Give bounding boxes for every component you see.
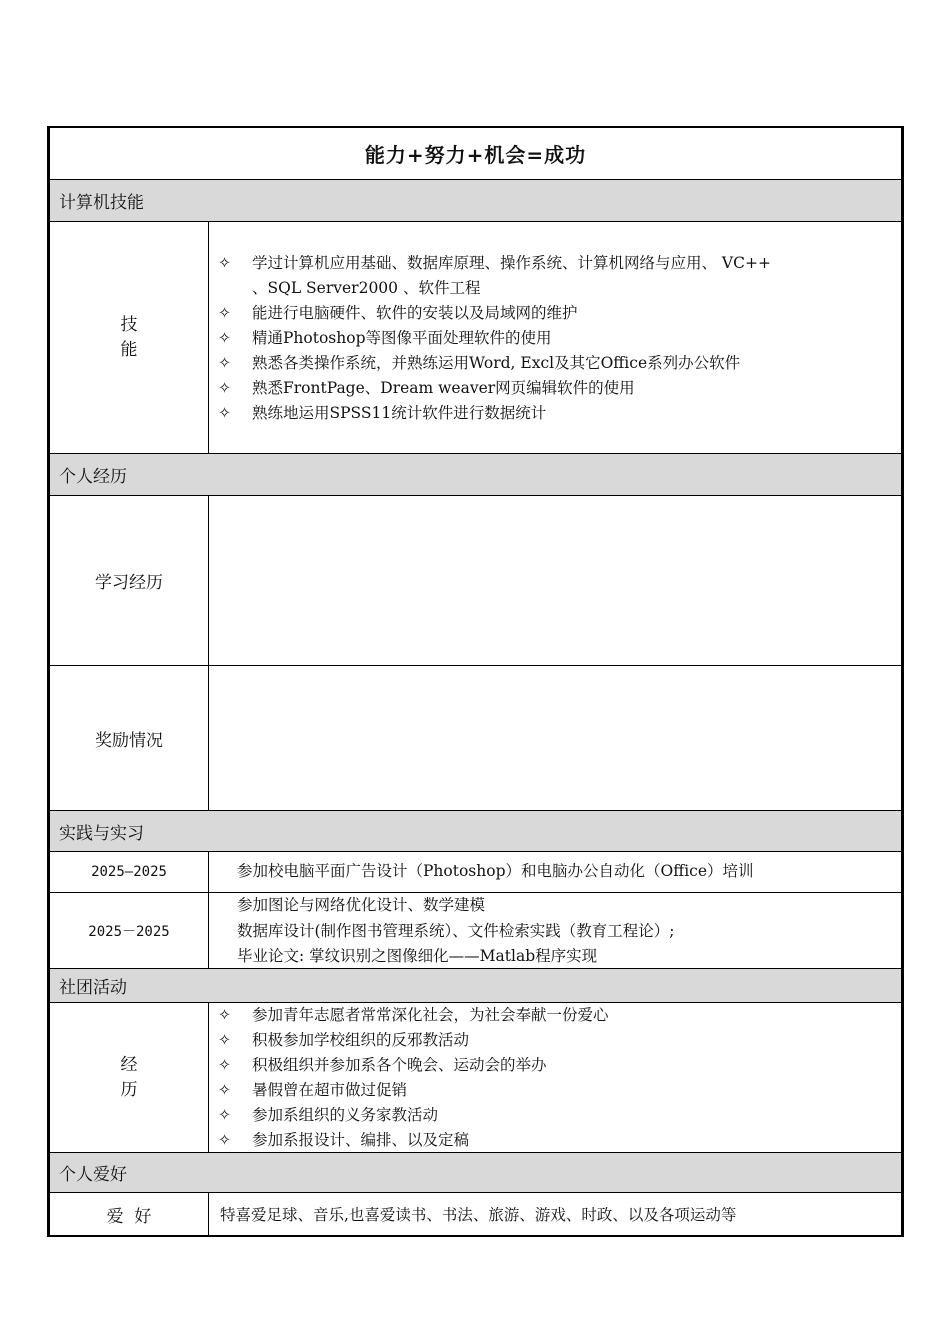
section-clubs bbox=[50, 969, 901, 1003]
list-item: ✧ 暑假曾在超市做过促销 bbox=[210, 1078, 901, 1103]
list-item: ✧ 熟悉FrontPage、Dream weaver网页编辑软件的使用 bbox=[210, 376, 901, 401]
diamond-star-icon: ✧ bbox=[218, 1131, 231, 1149]
diamond-star-icon: ✧ bbox=[218, 329, 231, 347]
list-item: ✧ 学过计算机应用基础、数据库原理、操作系统、计算机网络与应用、 VC++ bbox=[210, 251, 901, 276]
list-item: ✧ 积极参加学校组织的反邪教活动 bbox=[210, 1028, 901, 1053]
awards-content bbox=[210, 666, 901, 810]
diamond-star-icon: ✧ bbox=[218, 1081, 231, 1099]
practice-row bbox=[50, 893, 901, 969]
clubs-label bbox=[50, 1003, 209, 1152]
section-heading: 个人经历 bbox=[59, 467, 127, 487]
practice-period: 2025－2025 bbox=[50, 893, 209, 968]
clubs-content bbox=[210, 1003, 901, 1152]
awards-row bbox=[50, 666, 901, 811]
list-item-continuation: 、SQL Server2000 、软件工程 bbox=[252, 279, 481, 297]
diamond-star-icon: ✧ bbox=[218, 1056, 231, 1074]
section-heading: 实践与实习 bbox=[59, 823, 144, 844]
skills-row bbox=[50, 222, 901, 454]
practice-details: 参加图论与网络优化设计、数学建模 数据库设计(制作图书管理系统）、文件检索实践（教育工程论）; 毕业论文: 掌纹识别之图像细化——Matlab程序实现 bbox=[237, 896, 675, 965]
list-item: ✧ 参加青年志愿者常常深化社会，为社会奉献一份爱心 bbox=[210, 1003, 901, 1028]
skills-label bbox=[50, 222, 209, 453]
diamond-star-icon: ✧ bbox=[218, 404, 231, 422]
clubs-row bbox=[50, 1003, 901, 1153]
practice-details: 参加校电脑平面广告设计（Photoshop）和电脑办公自动化（Office）培训 bbox=[237, 862, 754, 881]
study-content bbox=[210, 496, 901, 665]
practice-row bbox=[50, 852, 901, 893]
diamond-star-icon: ✧ bbox=[218, 354, 231, 372]
list-item: ✧ 精通Photoshop等图像平面处理软件的使用 bbox=[210, 326, 901, 351]
section-personal-experience bbox=[50, 454, 901, 496]
awards-label: 奖励情况 bbox=[50, 666, 209, 810]
skills-content bbox=[210, 222, 901, 453]
diamond-star-icon: ✧ bbox=[218, 1006, 231, 1024]
diamond-star-icon: ✧ bbox=[218, 304, 231, 322]
list-item: ✧ 参加系组织的义务家教活动 bbox=[210, 1103, 901, 1128]
title-row bbox=[50, 128, 901, 180]
page-title: 能力+努力+机会=成功 bbox=[364, 143, 587, 167]
diamond-star-icon: ✧ bbox=[218, 254, 231, 272]
section-computer-skills bbox=[50, 180, 901, 222]
hobbies-row bbox=[50, 1193, 901, 1235]
resume-table bbox=[47, 126, 904, 1237]
list-item: ✧ 积极组织并参加系各个晚会、运动会的举办 bbox=[210, 1053, 901, 1078]
diamond-star-icon: ✧ bbox=[218, 1106, 231, 1124]
section-heading: 计算机技能 bbox=[59, 193, 144, 213]
hobbies-text: 特喜爱足球、音乐,也喜爱读书、书法、旅游、游戏、时政、以及各项运动等 bbox=[220, 1206, 737, 1224]
section-practice bbox=[50, 811, 901, 852]
study-label: 学习经历 bbox=[50, 496, 209, 665]
section-heading: 个人爱好 bbox=[59, 1165, 127, 1185]
section-heading: 社团活动 bbox=[59, 978, 127, 998]
practice-period: 2025—2025 bbox=[50, 852, 209, 892]
clubs-label-text: 经 历 bbox=[120, 1054, 138, 1100]
hobbies-label: 爱 好 bbox=[50, 1193, 209, 1235]
section-hobbies bbox=[50, 1153, 901, 1193]
list-item: ✧ 熟练地运用SPSS11统计软件进行数据统计 bbox=[210, 401, 901, 426]
diamond-star-icon: ✧ bbox=[218, 1031, 231, 1049]
study-row bbox=[50, 496, 901, 666]
list-item: ✧ 熟悉各类操作系统，并熟练运用Word, Excl及其它Office系列办公软件 bbox=[210, 351, 901, 376]
list-item: ✧ 参加系报设计、编排、以及定稿 bbox=[210, 1128, 901, 1153]
diamond-star-icon: ✧ bbox=[218, 379, 231, 397]
skills-label-text: 技 能 bbox=[120, 314, 138, 360]
list-item: ✧ 能进行电脑硬件、软件的安装以及局域网的维护 bbox=[210, 301, 901, 326]
